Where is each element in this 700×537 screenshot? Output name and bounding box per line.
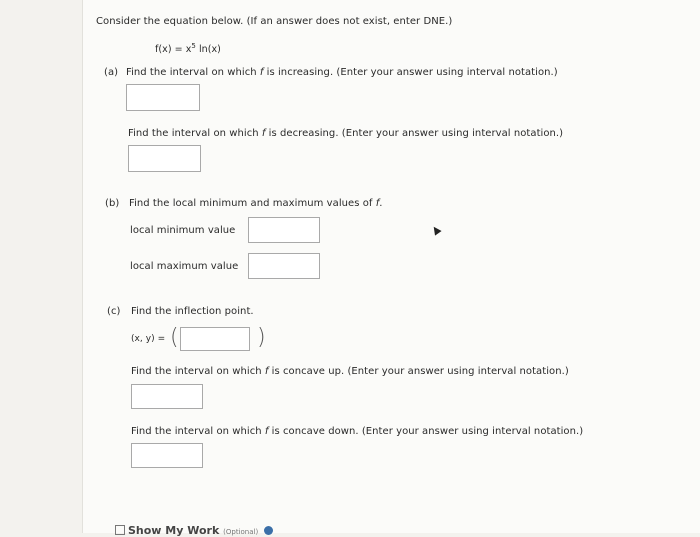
f-symbol: f — [375, 198, 380, 209]
inflection-point-input[interactable] — [180, 327, 250, 351]
decreasing-prompt — [128, 128, 563, 139]
local-max-label: local maximum value — [130, 261, 239, 272]
point-label: (x, y) = — [131, 334, 166, 344]
concave-up-input[interactable] — [131, 384, 203, 409]
part-c-prompt: Find the inflection point. — [131, 306, 254, 317]
show-my-work-label: Show My Work — [128, 524, 220, 537]
concave-down-prompt — [131, 426, 583, 437]
concave-down-input[interactable] — [131, 443, 203, 468]
f-symbol: f — [264, 366, 269, 377]
decreasing-prompt-post: is decreasing. (Enter your answer using interval notation.) — [265, 128, 564, 139]
local-max-input[interactable] — [248, 253, 320, 279]
f-symbol: f — [264, 426, 269, 437]
local-min-label: local minimum value — [130, 225, 236, 236]
show-my-work-toggle[interactable] — [115, 524, 273, 537]
increasing-prompt — [126, 67, 558, 78]
part-b-prompt-pre: Find the local minimum and maximum values of — [129, 198, 376, 209]
concave-up-prompt — [131, 366, 569, 377]
equation-exponent: 5 — [191, 42, 196, 50]
increasing-prompt-post: is increasing. (Enter your answer using interval notation.) — [263, 67, 558, 78]
part-b-label: (b) — [105, 198, 120, 209]
local-min-input[interactable] — [248, 217, 320, 243]
f-symbol: f — [259, 67, 264, 78]
equation — [155, 42, 221, 55]
f-symbol: f — [261, 128, 266, 139]
intro-text: Consider the equation below. (If an answer does not exist, enter DNE.) — [96, 16, 453, 27]
open-paren: ( — [170, 325, 179, 350]
decreasing-prompt-pre: Find the interval on which — [128, 128, 262, 139]
concave-up-prompt-post: is concave up. (Enter your answer using interval notation.) — [268, 366, 569, 377]
part-a-label: (a) — [104, 67, 119, 78]
concave-down-prompt-post: is concave down. (Enter your answer using interval notation.) — [268, 426, 584, 437]
concave-up-prompt-pre: Find the interval on which — [131, 366, 265, 377]
equation-rhs: ln(x) — [195, 44, 221, 56]
concave-down-prompt-pre: Find the interval on which — [131, 426, 265, 437]
decreasing-interval-input[interactable] — [128, 145, 201, 172]
show-my-work-optional: (Optional) — [223, 528, 259, 536]
part-c-label: (c) — [107, 306, 121, 317]
part-b-prompt — [129, 198, 383, 209]
expand-icon — [115, 525, 125, 535]
increasing-interval-input[interactable] — [126, 84, 200, 111]
part-b-prompt-post: . — [379, 198, 383, 209]
equation-lhs: f(x) = x — [155, 44, 192, 56]
increasing-prompt-pre: Find the interval on which — [126, 67, 260, 78]
close-paren: ) — [257, 325, 266, 350]
help-icon[interactable] — [264, 526, 273, 535]
